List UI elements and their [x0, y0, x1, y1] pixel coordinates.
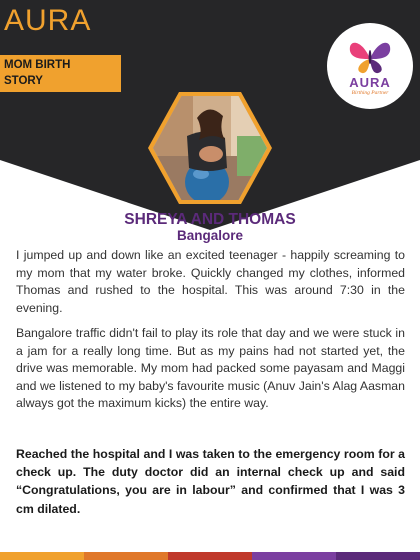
logo-tagline: Birthing Partner [351, 89, 389, 96]
bar-segment [0, 552, 84, 560]
story-paragraph-2: Bangalore traffic didn't fail to play its role that day and we were stuck in a jam for a really long time. But as my pains had not started yet, the drive was memorable. My mom had packed some payasam and Maggi and we listened to my baby's favourite music (Anuv Jain's Alag Aasman always got the maximum kicks) the entire way. [16, 326, 405, 411]
story-badge [0, 55, 121, 92]
story-paragraph-3: Reached the hospital and I was taken to the emergency room for a check up. The duty doctor did an internal check up and said “Congratulations, you are in labour” and confirmed that I was 3 cm dilated. [16, 447, 405, 516]
logo-wordmark: AURA [349, 74, 391, 90]
bar-segment [336, 552, 420, 560]
butterfly-icon [344, 37, 396, 77]
badge-line-1: MOM BIRTH [4, 59, 71, 71]
story-paragraph-1: I jumped up and down like an excited teenager - happily screaming to my mom that my water broke. Quickly changed my clothes, informed Thomas and rushed to the hospital. This was around 7:30 in the evening. [16, 248, 405, 315]
bottom-color-bar [0, 552, 420, 560]
city-name: Bangalore [176, 228, 244, 243]
aura-logo [327, 23, 413, 109]
brand-wordmark: AURA [4, 4, 92, 37]
bar-segment [252, 552, 336, 560]
bar-segment [168, 552, 252, 560]
bar-segment [84, 552, 168, 560]
couple-names: SHREYA AND THOMAS [124, 211, 296, 228]
badge-line-2: STORY [4, 75, 43, 87]
